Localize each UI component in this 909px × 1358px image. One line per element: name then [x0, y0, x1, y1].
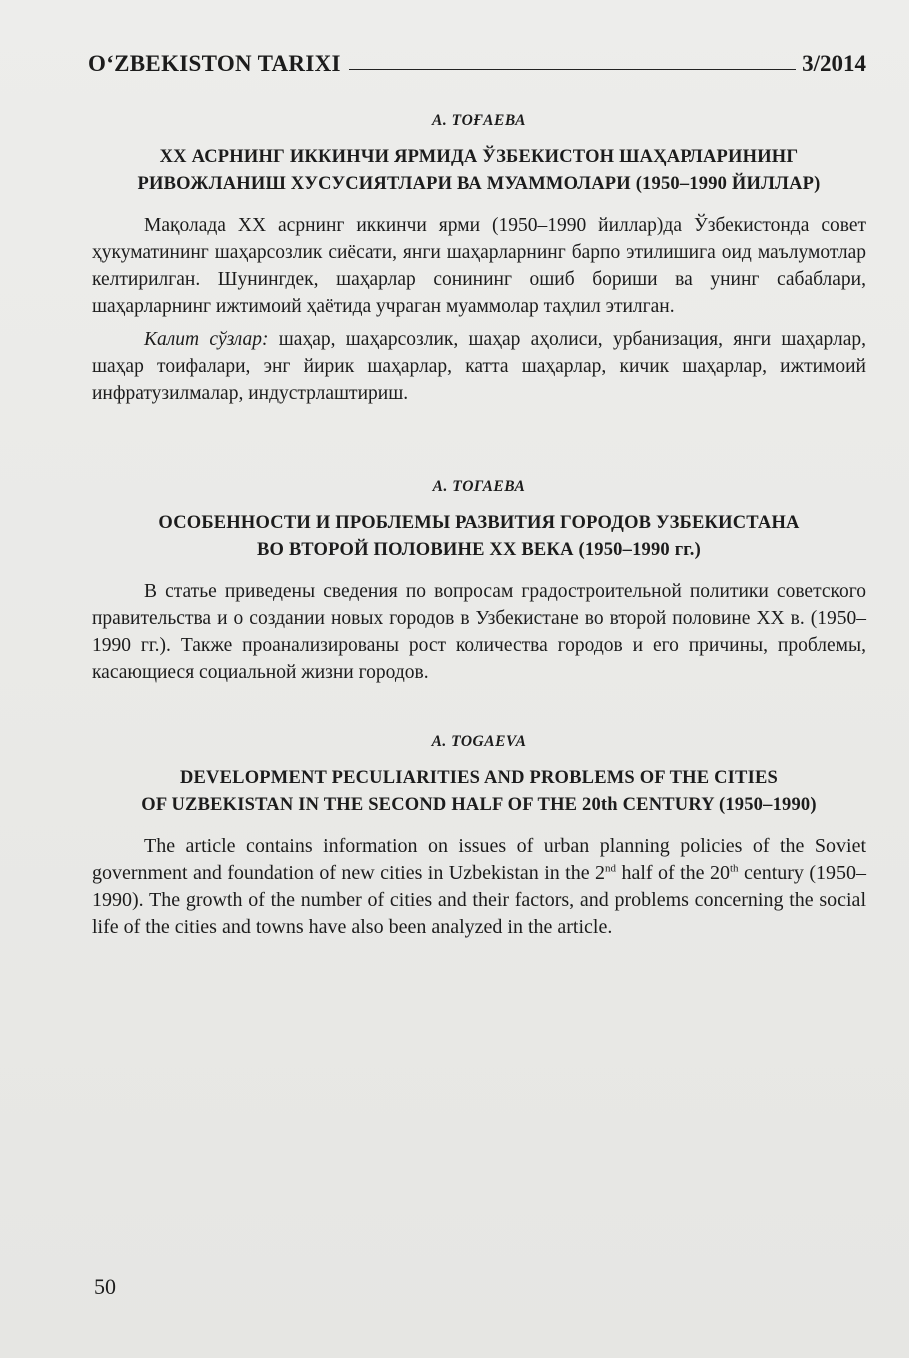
title-uz-line2: РИВОЖЛАНИШ ХУСУСИЯТЛАРИ ВА МУАММОЛАРИ (1950–1990 ЙИЛЛАР) — [137, 174, 821, 194]
article-title-ru — [92, 510, 866, 564]
title-en-line1: DEVELOPMENT PECULIARITIES AND PROBLEMS OF THE CITIES — [179, 768, 779, 788]
keywords-label: Калит сўзлар: — [144, 329, 269, 350]
title-ru-line1: ОСОБЕННОСТИ И ПРОБЛЕМЫ РАЗВИТИЯ ГОРОДОВ УЗБЕКИСТАНА — [158, 513, 800, 533]
title-uz-line1: XX АСРНИНГ ИККИНЧИ ЯРМИДА ЎЗБЕКИСТОН ШАҲАРЛАРИНИНГ — [159, 147, 799, 167]
article-title-en — [92, 765, 866, 819]
abstract-en — [92, 833, 866, 941]
running-header — [88, 43, 866, 77]
author-en: A. TOGAEVA — [431, 733, 527, 750]
header-rule — [349, 69, 796, 70]
abstract-en-part3: century (1950–1990). The growth of the number of cities and their factors, and problems concerning the social life of the cities and towns have also been analyzed in the article. — [92, 862, 867, 938]
article-title-uz — [92, 144, 866, 198]
page-number: 50 — [94, 1274, 116, 1299]
title-ru-line2: ВО ВТОРОЙ ПОЛОВИНЕ XX ВЕКА (1950–1990 гг.) — [256, 540, 701, 560]
author-ru: А. ТОГАЕВА — [432, 478, 526, 495]
ordinal-suffix: th — [729, 862, 739, 875]
abstract-en-part2: half of the 20 — [616, 862, 730, 884]
issue-number: 3/2014 — [802, 51, 866, 76]
abstract-block-ru — [92, 478, 866, 686]
keywords-text: шаҳар, шаҳарсозлик, шаҳар аҳолиси, урбанизация, янги шаҳарлар, шаҳар тоифалари, энг йирик шаҳарлар, катта шаҳарлар, кичик шаҳарлар, ижтимоий инфратузилмалар, индустрлаштириш. — [92, 329, 866, 404]
keywords-uz — [92, 326, 866, 407]
abstract-uz: Мақолада XX асрнинг иккинчи ярми (1950–1990 йиллар)да Ўзбекистонда совет ҳукуматининг шаҳарсозлик сиёсати, янги шаҳарларнинг барпо этилишига оид маълумотлар келтирилган. Шунингдек, шаҳарлар сонининг ошиб бориши ва унинг сабаблари, шаҳарларнинг ижтимоий ҳаётида учраган муаммолар таҳлил этилган. — [92, 215, 866, 317]
abstract-block-uz — [92, 112, 866, 407]
abstract-ru: В статье приведены сведения по вопросам градостроительной политики советского правительства и о создании новых городов в Узбекистане во второй половине XX в. (1950–1990 гг.). Также проанализированы рост количества городов и его причины, проблемы, касающиеся социальной жизни городов. — [92, 581, 866, 683]
author-uz: А. ТОҒАЕВА — [432, 112, 526, 129]
abstract-en-part1: The article contains information on issues of urban planning policies of the Soviet government and foundation of new cities in Uzbekistan in the 2 — [92, 835, 866, 884]
ordinal-suffix: nd — [605, 862, 617, 875]
abstract-block-en — [92, 733, 866, 941]
journal-title: O‘ZBEKISTON TARIXI — [88, 51, 341, 76]
title-en-line2: OF UZBEKISTAN IN THE SECOND HALF OF THE 20th CENTURY (1950–1990) — [141, 795, 817, 815]
